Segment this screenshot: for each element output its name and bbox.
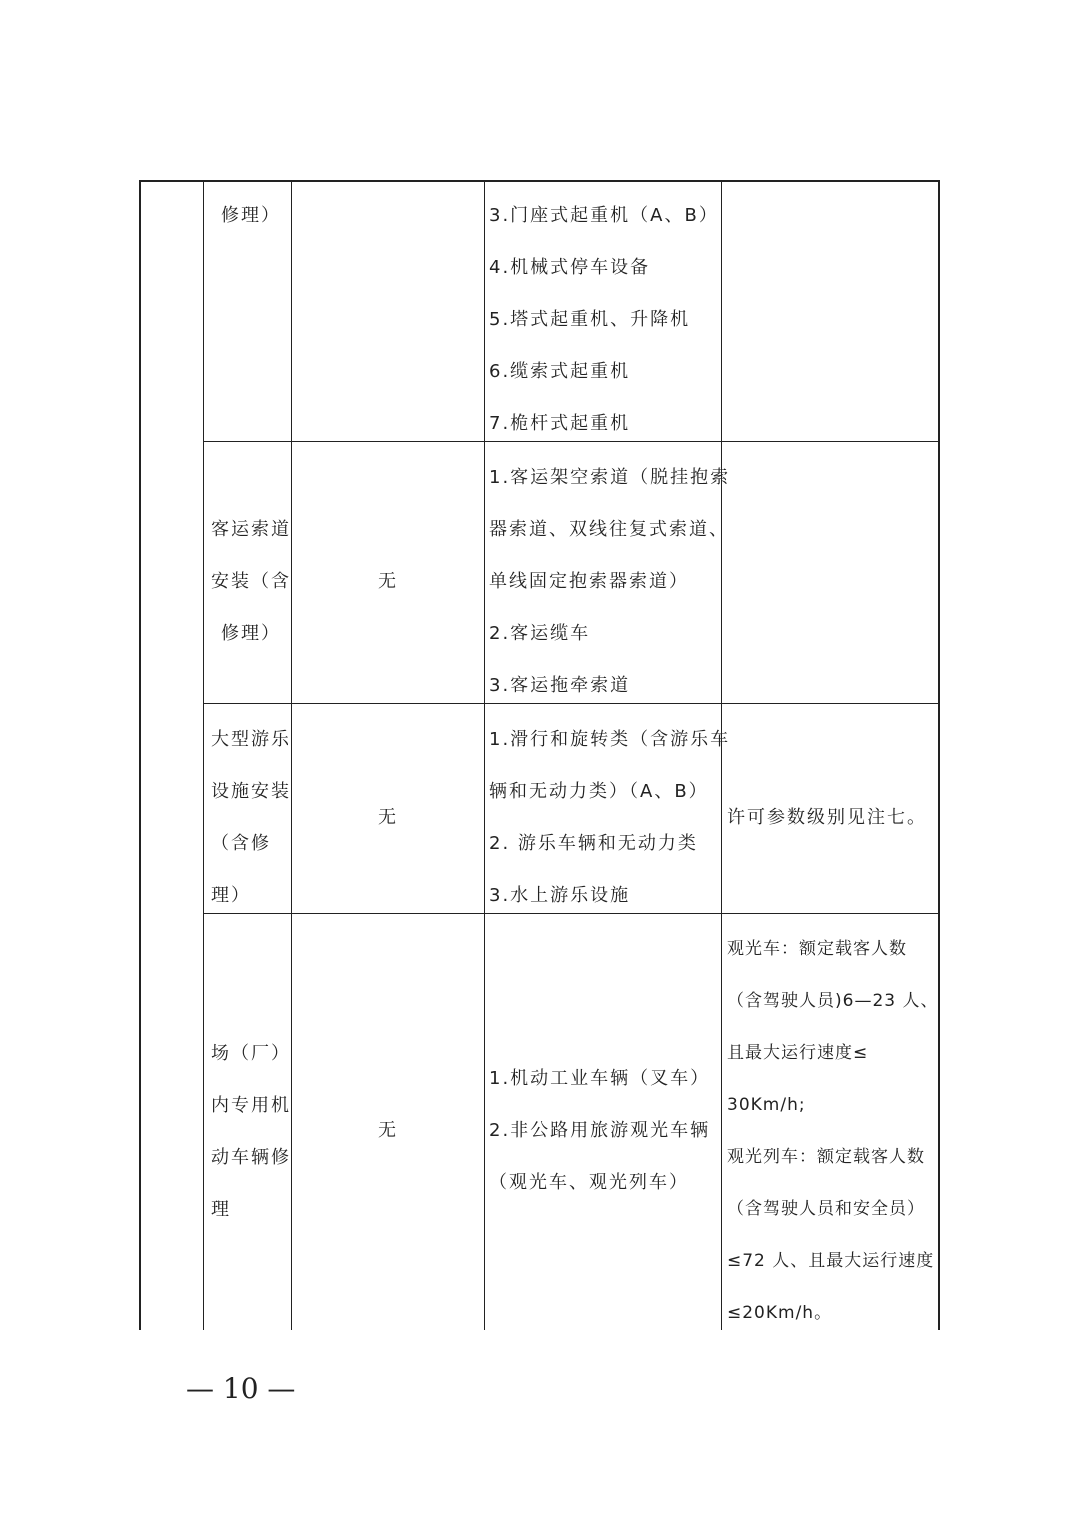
item-line: 单线固定抱索器索道） xyxy=(489,571,689,592)
category-line: 理） xyxy=(211,885,251,906)
category-line: 修理） xyxy=(221,623,281,644)
item-line: 6.缆索式起重机 xyxy=(489,361,631,382)
note-line: 观光车：额定载客人数 xyxy=(727,939,907,959)
page-number: — 10 — xyxy=(186,1372,296,1405)
table-border-top xyxy=(139,180,940,182)
item-line: 2.客运缆车 xyxy=(489,623,591,644)
item-line: 2.非公路用旅游观光车辆 xyxy=(489,1120,711,1141)
category-line: 内专用机 xyxy=(211,1095,291,1116)
category-line: 场（厂） xyxy=(211,1043,291,1064)
note-line: ≤20Km/h。 xyxy=(727,1303,833,1323)
item-line: 1.客运架空索道（脱挂抱索 xyxy=(489,467,731,488)
category-line: 理 xyxy=(211,1199,231,1220)
table-row-items xyxy=(489,714,730,922)
note-line: 观光列车：额定载客人数 xyxy=(727,1147,925,1167)
category-line: 动车辆修 xyxy=(211,1147,291,1168)
sub-category-cell: 无 xyxy=(378,1120,398,1141)
table-row-items xyxy=(489,1053,710,1209)
note-line: 许可参数级别见注七。 xyxy=(727,807,927,828)
item-line: 3.门座式起重机（A、B） xyxy=(489,205,719,226)
column-divider xyxy=(203,180,204,1330)
category-line: 客运索道 xyxy=(211,519,291,540)
item-line: 1.机动工业车辆（叉车） xyxy=(489,1068,711,1089)
item-line: 3.客运拖牵索道 xyxy=(489,675,631,696)
table-row-items xyxy=(489,452,730,712)
category-line: （含修 xyxy=(211,833,271,854)
item-line: 7.桅杆式起重机 xyxy=(489,413,631,434)
item-line: 辆和无动力类）（A、B） xyxy=(489,781,709,802)
table-row-category xyxy=(211,504,291,660)
column-divider xyxy=(291,180,292,1330)
item-line: 1.滑行和旋转类（含游乐车 xyxy=(489,729,731,750)
item-line: 3.水上游乐设施 xyxy=(489,885,631,906)
table-row-category xyxy=(211,1028,291,1236)
item-line: 5.塔式起重机、升降机 xyxy=(489,309,691,330)
column-divider xyxy=(484,180,485,1330)
item-line: 2. 游乐车辆和无动力类 xyxy=(489,833,698,854)
table-row-notes xyxy=(727,792,927,844)
item-line: 器索道、双线往复式索道、 xyxy=(489,519,729,540)
category-line: 大型游乐 xyxy=(211,729,291,750)
table-row-notes xyxy=(727,923,938,1339)
note-line: 且最大运行速度≤ xyxy=(727,1043,869,1063)
note-line: 30Km/h; xyxy=(727,1095,806,1115)
note-line: （含驾驶人员)6—23 人、 xyxy=(727,991,939,1011)
sub-category-cell: 无 xyxy=(378,571,398,592)
category-line: 安装（含 xyxy=(211,571,291,592)
table-row-category xyxy=(211,714,291,922)
note-line: ≤72 人、且最大运行速度 xyxy=(727,1251,935,1271)
sub-category-cell: 无 xyxy=(378,807,398,828)
item-line: 4.机械式停车设备 xyxy=(489,257,651,278)
item-line: （观光车、观光列车） xyxy=(489,1172,689,1193)
category-line: 设施安装 xyxy=(211,781,291,802)
table-border-left xyxy=(139,180,141,1330)
table-row-category xyxy=(221,190,281,242)
category-line: 修理） xyxy=(221,205,281,226)
note-line: （含驾驶人员和安全员） xyxy=(727,1199,925,1219)
qualification-table xyxy=(139,180,940,1330)
table-row-items xyxy=(489,190,719,450)
